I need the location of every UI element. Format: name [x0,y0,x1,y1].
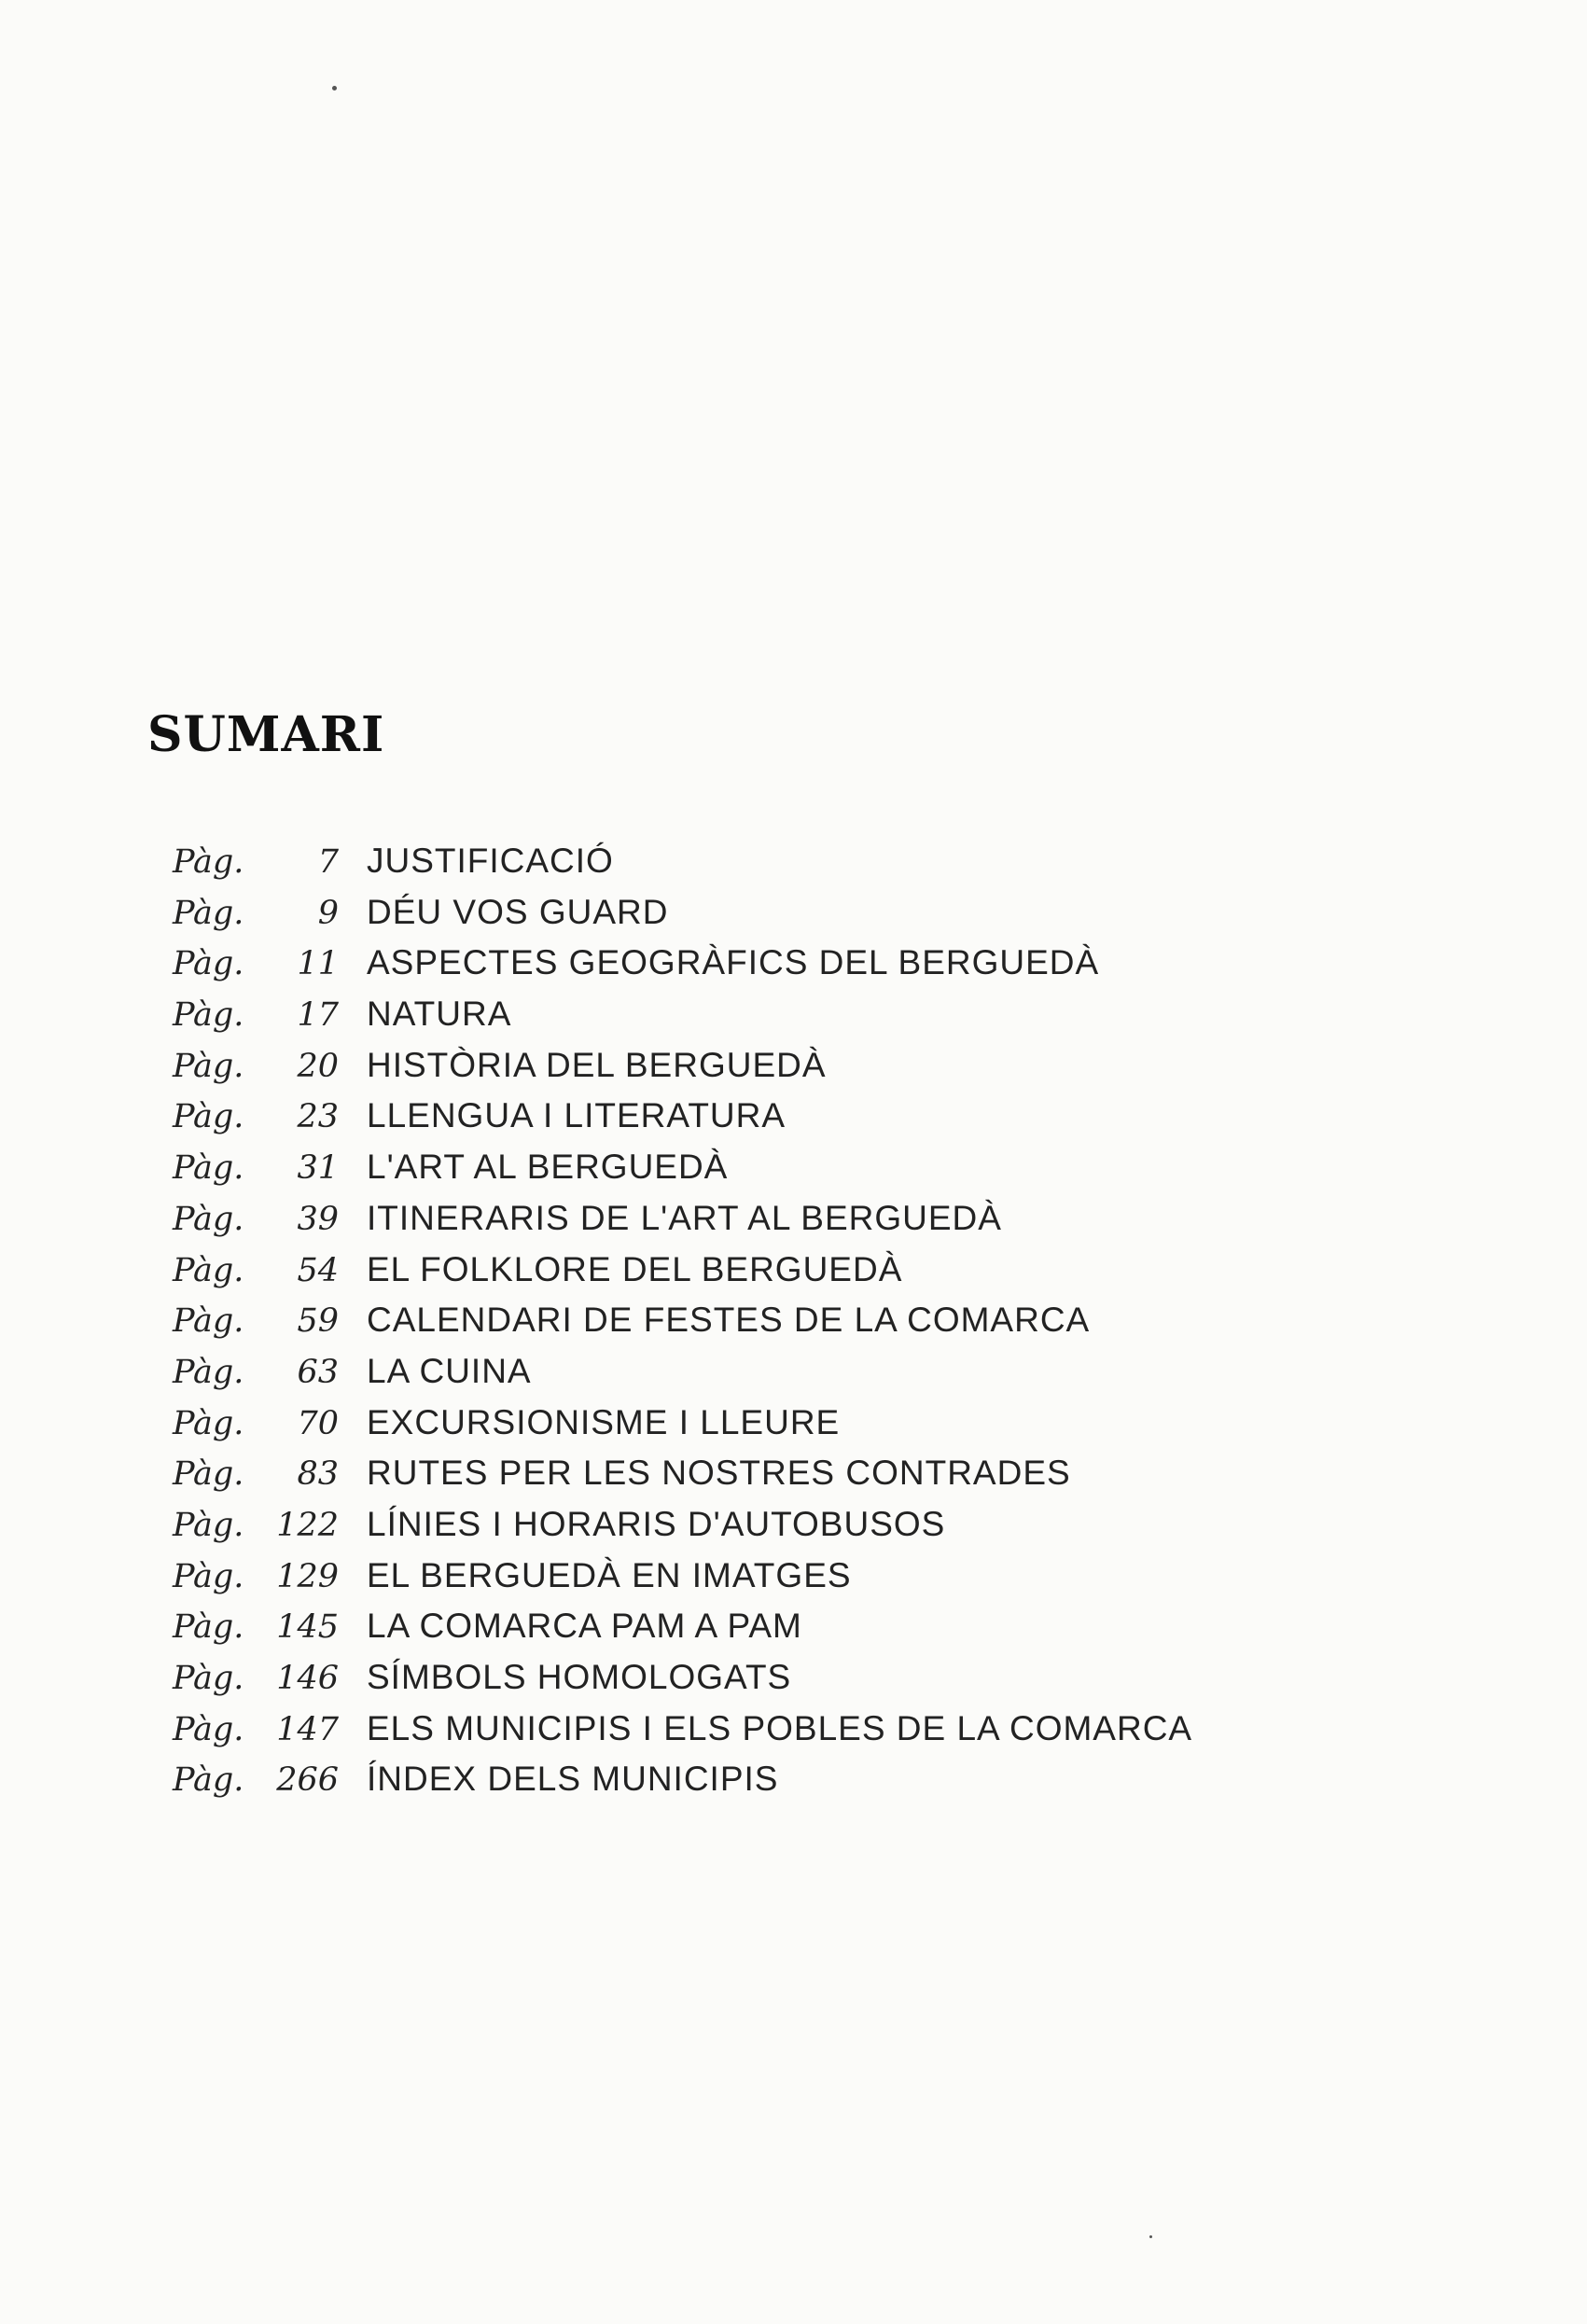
entry-title: RUTES PER LES NOSTRES CONTRADES [367,1454,1071,1493]
page-number: 39 [297,1200,339,1238]
page-number: 146 [276,1660,339,1697]
page-number: 59 [297,1302,339,1341]
page-number: 122 [276,1506,339,1544]
entry-title: JUSTIFICACIÓ [367,842,614,880]
dust-speck [1149,2235,1152,2238]
page-label: Pàg. [173,1251,244,1289]
toc-entry [173,1301,1192,1352]
page-label: Pàg. [173,1200,244,1238]
toc-entry [173,1403,1192,1454]
toc-entry [173,1199,1192,1250]
page-number: 31 [297,1149,339,1188]
page-number: 20 [297,1047,339,1085]
toc-entry [173,1096,1192,1148]
entry-title: LA COMARCA PAM A PAM [367,1607,802,1646]
entry-title: LÍNIES I HORARIS D'AUTOBUSOS [367,1504,946,1543]
page-label: Pàg. [173,1149,244,1188]
page-number: 145 [276,1608,339,1647]
entry-title: LA CUINA [367,1351,532,1390]
dust-speck [332,86,337,90]
toc-entry [173,1454,1192,1505]
entry-title: ÍNDEX DELS MUNICIPIS [367,1760,779,1799]
page-label: Pàg. [173,1404,244,1442]
toc-entry [173,1505,1192,1556]
toc-entry [173,1046,1192,1097]
entry-title: DÉU VOS GUARD [367,892,669,931]
page-label: Pàg. [173,1098,244,1136]
entry-title: NATURA [367,995,512,1034]
page-label: Pàg. [173,1710,244,1748]
toc-entry [173,893,1192,944]
page-number: 147 [276,1710,339,1748]
page-label: Pàg. [173,996,244,1035]
page-number: 11 [297,945,339,983]
entry-title: HISTÒRIA DEL BERGUEDÀ [367,1045,827,1084]
toc-entry [173,1250,1192,1301]
entry-title: ASPECTES GEOGRÀFICS DEL BERGUEDÀ [367,943,1100,982]
page-number: 63 [297,1353,339,1391]
page-label: Pàg. [173,1608,244,1647]
toc-entry [173,1556,1192,1607]
page-number: 54 [297,1251,339,1289]
entry-title: CALENDARI DE FESTES DE LA COMARCA [367,1301,1091,1340]
page-number: 9 [317,894,339,932]
page-label: Pàg. [173,1353,244,1391]
page-number: 83 [297,1455,339,1494]
page-label: Pàg. [173,1660,244,1697]
entry-title: LLENGUA I LITERATURA [367,1096,787,1135]
page-number: 70 [297,1404,339,1442]
toc-entry [173,1658,1192,1709]
entry-title: EL BERGUEDÀ EN IMATGES [367,1555,852,1594]
page-label: Pàg. [173,945,244,983]
page-number: 17 [297,996,339,1035]
toc-entry [173,1607,1192,1658]
page-label: Pàg. [173,894,244,932]
page-number: 129 [276,1557,339,1595]
toc-entry [173,943,1192,995]
page-label: Pàg. [173,1761,244,1800]
toc-entry [173,1352,1192,1403]
page-label: Pàg. [173,1506,244,1544]
entry-title: EL FOLKLORE DEL BERGUEDÀ [367,1249,903,1288]
page-label: Pàg. [173,1047,244,1085]
page-number: 23 [297,1098,339,1136]
toc-entry [173,1148,1192,1199]
entry-title: L'ART AL BERGUEDÀ [367,1148,729,1187]
page-label: Pàg. [173,1557,244,1595]
page-label: Pàg. [173,1455,244,1494]
table-of-contents [173,842,1192,1811]
entry-title: EXCURSIONISME I LLEURE [367,1402,841,1441]
page-number: 266 [276,1761,339,1800]
toc-entry [173,1709,1192,1760]
entry-title: SÍMBOLS HOMOLOGATS [367,1658,792,1696]
toc-entry [173,995,1192,1046]
page-label: Pàg. [173,1302,244,1341]
entry-title: ELS MUNICIPIS I ELS POBLES DE LA COMARCA [367,1708,1193,1747]
page-number: 7 [317,843,339,881]
toc-entry [173,842,1192,893]
toc-entry [173,1760,1192,1811]
page-label: Pàg. [173,843,244,881]
entry-title: ITINERARIS DE L'ART AL BERGUEDÀ [367,1198,1002,1237]
page-title: SUMARI [147,706,385,763]
